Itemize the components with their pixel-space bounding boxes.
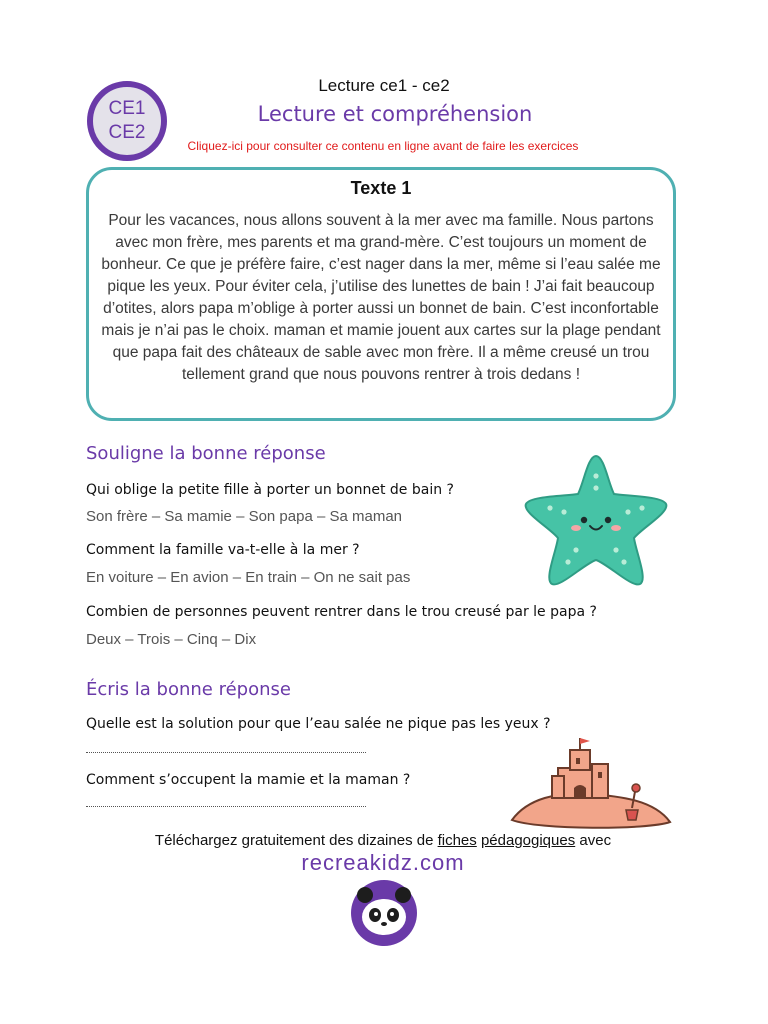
starfish-icon <box>520 452 672 588</box>
answers-2[interactable]: En voiture – En avion – En train – On ne sait pas <box>86 569 411 586</box>
question-3: Combien de personnes peuvent rentrer dans le trou creusé par le papa ? <box>86 604 597 620</box>
badge-line1: CE1 <box>108 98 146 119</box>
answers-3[interactable]: Deux – Trois – Cinq – Dix <box>86 631 257 648</box>
footer-suffix: avec <box>575 832 612 849</box>
footer-text <box>0 832 766 849</box>
online-content-link[interactable]: Cliquez-ici pour consulter ce contenu en ligne avant de faire les exercices <box>187 139 579 153</box>
answer-line-4[interactable] <box>86 752 366 753</box>
sandcastle-icon <box>508 738 674 832</box>
page-subtitle: Lecture ce1 - ce2 <box>318 76 450 95</box>
footer-prefix: Téléchargez gratuitement des dizaines de <box>154 832 438 849</box>
text-title: Texte 1 <box>350 178 412 198</box>
answers-1[interactable]: Son frère – Sa mamie – Son papa – Sa maman <box>86 508 403 525</box>
question-2: Comment la famille va-t-elle à la mer ? <box>86 542 360 558</box>
badge-line2: CE2 <box>108 122 146 143</box>
section-underline-title: Souligne la bonne réponse <box>86 443 326 464</box>
panda-logo-icon <box>345 879 423 947</box>
text-body: Pour les vacances, nous allons souvent à la mer avec ma famille. Nous partons avec mon frère, mes parents et ma grand-mère. C’est toujours un moment de bonheur. Ce que je préfère faire, c’est nager dans la mer, même si l’eau salée me pique les yeux. Pour éviter cela, j’utilise des lunettes de bain ! J’ai fait beaucoup d’otites, alors papa m’oblige à porter aussi un bonnet de bain. C’est inconfortable mais je n’ai pas le choix. maman et mamie jouent aux cartes sur la plage pendant que papa fait des châteaux de sable avec mon frère. Il a même creusé un trou tellement grand que nous pouvons rentrer à trois dedans ! <box>101 212 661 383</box>
question-1: Qui oblige la petite fille à porter un bonnet de bain ? <box>86 482 454 498</box>
question-4: Quelle est la solution pour que l’eau salée ne pique pas les yeux ? <box>86 716 551 732</box>
page-title: Lecture et compréhension <box>257 102 533 126</box>
reading-text-box <box>86 167 676 421</box>
site-link[interactable]: recreakidz.com <box>301 850 465 875</box>
answer-line-5[interactable] <box>86 806 366 807</box>
pedagogiques-link[interactable]: pédagogiques <box>480 832 576 849</box>
fiches-link[interactable]: fiches <box>437 832 477 849</box>
section-write-title: Écris la bonne réponse <box>86 679 291 700</box>
question-5: Comment s’occupent la mamie et la maman ? <box>86 772 411 788</box>
